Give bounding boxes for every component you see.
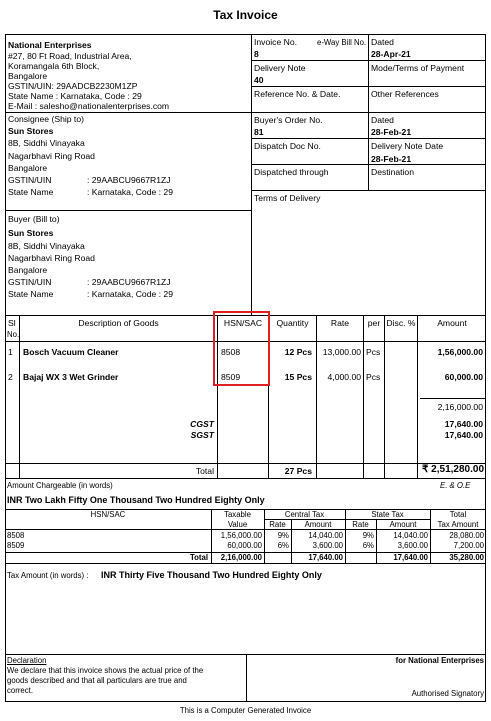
col-description: Description of Goods bbox=[78, 318, 159, 328]
terms-of-delivery-label: Terms of Delivery bbox=[254, 193, 321, 203]
hsn-highlight-box bbox=[213, 311, 270, 386]
dated-label: Dated bbox=[371, 37, 394, 47]
item-description: Bosch Vacuum Cleaner bbox=[23, 347, 119, 357]
buyer-order-no: 81 bbox=[254, 127, 264, 137]
tax-taxable: 1,56,000.00 bbox=[220, 531, 262, 540]
consignee-state: : Karnataka, Code : 29 bbox=[87, 187, 173, 197]
consignee-address-line2: Nagarbhavi Ring Road bbox=[8, 151, 95, 161]
seller-email: E-Mail : salesho@nationalenterprises.com bbox=[8, 101, 170, 111]
seller-name: National Enterprises bbox=[8, 40, 92, 50]
item-amount: 60,000.00 bbox=[444, 372, 483, 382]
col-quantity: Quantity bbox=[276, 318, 309, 328]
declaration-line2: goods described and that all particulars are true and bbox=[7, 676, 187, 685]
col-sl: Sl bbox=[8, 318, 16, 328]
col-amount: Amount bbox=[437, 318, 467, 328]
tax-total-state: 17,640.00 bbox=[393, 553, 428, 562]
tax-central-amount: 3,600.00 bbox=[312, 541, 343, 550]
tax-state-rate: 6% bbox=[362, 541, 374, 550]
other-references-label: Other References bbox=[371, 89, 439, 99]
col-no: No. bbox=[7, 330, 20, 339]
tax-state-rate: 9% bbox=[362, 531, 374, 540]
consignee-city: Bangalore bbox=[8, 163, 48, 173]
tax-total-amount: 7,200.00 bbox=[453, 541, 484, 550]
col-per: per bbox=[367, 318, 381, 328]
tax-central-rate: 6% bbox=[277, 541, 289, 550]
tax-taxable-header-2: Value bbox=[227, 520, 248, 529]
item-hsn: 8509 bbox=[221, 372, 241, 382]
item-amount: 1,56,000.00 bbox=[437, 347, 483, 357]
buyer-gstin-label: GSTIN/UIN bbox=[8, 277, 52, 287]
item-per: Pcs bbox=[366, 347, 381, 357]
delivery-note: 40 bbox=[254, 75, 264, 85]
for-company: for National Enterprises bbox=[395, 656, 484, 665]
tax-total-header-1: Total bbox=[449, 510, 467, 519]
tax-state-rate-header: Rate bbox=[352, 520, 369, 529]
consignee-gstin-label: GSTIN/UIN bbox=[8, 175, 52, 185]
tax-total-central: 17,640.00 bbox=[308, 553, 343, 562]
order-dated-label: Dated bbox=[371, 115, 394, 125]
seller-state: State Name : Karnataka, Code : 29 bbox=[8, 91, 142, 101]
tax-hsn: 8508 bbox=[7, 531, 25, 540]
dispatch-doc-label: Dispatch Doc No. bbox=[254, 141, 321, 151]
amount-in-words: INR Two Lakh Fifty One Thousand Two Hundred Eighty Only bbox=[7, 495, 265, 505]
consignee-address-line1: 8B, Siddhi Vinayaka bbox=[8, 138, 85, 148]
consignee-gstin: : 29AABCU9667R1ZJ bbox=[87, 175, 171, 185]
tax-words-label: Tax Amount (in words) : bbox=[7, 571, 89, 580]
col-hsn: HSN/SAC bbox=[223, 318, 263, 328]
total-amount: ₹ 2,51,280.00 bbox=[422, 464, 484, 475]
authorised-signatory: Authorised Signatory bbox=[411, 689, 484, 698]
tax-state-amount: 14,040.00 bbox=[393, 531, 428, 540]
seller-city: Bangalore bbox=[8, 71, 48, 81]
tax-state-amount-header: Amount bbox=[389, 520, 417, 529]
tax-central-rate-header: Rate bbox=[269, 520, 286, 529]
eway-bill-label: e-Way Bill No. bbox=[317, 38, 367, 47]
destination-label: Destination bbox=[371, 167, 414, 177]
buyer-address-line2: Nagarbhavi Ring Road bbox=[8, 253, 95, 263]
sgst-amount: 17,640.00 bbox=[444, 430, 483, 440]
tax-central-rate: 9% bbox=[277, 531, 289, 540]
tax-taxable: 60,000.00 bbox=[227, 541, 262, 550]
item-hsn: 8508 bbox=[221, 347, 241, 357]
tax-total-taxable: 2,16,000.00 bbox=[220, 553, 262, 562]
declaration-line3: correct. bbox=[7, 686, 33, 695]
seller-address-line2: Koramangala 6th Block, bbox=[8, 61, 100, 71]
tax-state-amount: 3,600.00 bbox=[397, 541, 428, 550]
item-quantity: 12 Pcs bbox=[284, 347, 312, 357]
mode-terms-label: Mode/Terms of Payment bbox=[371, 63, 465, 73]
col-disc: Disc. % bbox=[386, 318, 416, 328]
item-description: Bajaj WX 3 Wet Grinder bbox=[23, 372, 119, 382]
total-quantity: 27 Pcs bbox=[284, 466, 312, 476]
declaration-line1: We declare that this invoice shows the actual price of the bbox=[7, 666, 204, 675]
footer-note: This is a Computer Generated Invoice bbox=[179, 706, 312, 715]
item-sl: 1 bbox=[8, 347, 13, 357]
col-rate: Rate bbox=[330, 318, 350, 328]
cgst-amount: 17,640.00 bbox=[444, 419, 483, 429]
tax-total-header-2: Tax Amount bbox=[437, 520, 479, 529]
tax-total-label: Total bbox=[189, 553, 208, 562]
delivery-note-date-label: Delivery Note Date bbox=[371, 141, 444, 151]
delivery-note-label: Delivery Note bbox=[254, 63, 306, 73]
buyer-name: Sun Stores bbox=[8, 228, 54, 238]
amount-words-label: Amount Chargeable (in words) bbox=[7, 481, 113, 490]
buyer-gstin: : 29AABCU9667R1ZJ bbox=[87, 277, 171, 287]
dispatched-through-label: Dispatched through bbox=[254, 167, 329, 177]
invoice-no: 8 bbox=[254, 49, 259, 59]
tax-total-amount: 28,080.00 bbox=[449, 531, 484, 540]
seller-address-line1: #27, 80 Ft Road, Industrial Area, bbox=[8, 51, 132, 61]
sgst-label: SGST bbox=[190, 430, 214, 440]
tax-taxable-header-1: Taxable bbox=[224, 510, 251, 519]
order-date: 28-Feb-21 bbox=[371, 127, 412, 137]
tax-central-header: Central Tax bbox=[284, 510, 325, 519]
tax-total-tax: 35,280.00 bbox=[449, 553, 484, 562]
tax-hsn-header: HSN/SAC bbox=[90, 510, 126, 519]
reference-label: Reference No. & Date. bbox=[254, 89, 341, 99]
item-sl: 2 bbox=[8, 372, 13, 382]
invoice-no-label: Invoice No. bbox=[254, 37, 297, 47]
item-quantity: 15 Pcs bbox=[284, 372, 312, 382]
buyer-state: : Karnataka, Code : 29 bbox=[87, 289, 173, 299]
tax-state-header: State Tax bbox=[371, 510, 404, 519]
buyer-order-label: Buyer's Order No. bbox=[254, 115, 323, 125]
tax-hsn: 8509 bbox=[7, 541, 25, 550]
tax-amount-in-words: INR Thirty Five Thousand Two Hundred Eighty Only bbox=[101, 570, 322, 580]
invoice-date: 28-Apr-21 bbox=[371, 49, 411, 59]
tax-central-amount: 14,040.00 bbox=[308, 531, 343, 540]
seller-gstin: GSTIN/UIN: 29AADCB2230M1ZP bbox=[8, 81, 138, 91]
tax-central-amount-header: Amount bbox=[304, 520, 332, 529]
buyer-address-line1: 8B, Siddhi Vinayaka bbox=[8, 241, 85, 251]
buyer-state-label: State Name bbox=[8, 289, 54, 299]
invoice-title: Tax Invoice bbox=[213, 8, 278, 22]
subtotal-amount: 2,16,000.00 bbox=[437, 402, 483, 412]
eoe-label: E. & O.E bbox=[440, 481, 471, 490]
item-per: Pcs bbox=[366, 372, 381, 382]
consignee-state-label: State Name bbox=[8, 187, 54, 197]
delivery-note-date: 28-Feb-21 bbox=[371, 154, 412, 164]
consignee-name: Sun Stores bbox=[8, 126, 54, 136]
consignee-label: Consignee (Ship to) bbox=[8, 114, 84, 124]
total-label: Total bbox=[195, 466, 214, 476]
item-rate: 4,000.00 bbox=[327, 372, 361, 382]
buyer-label: Buyer (Bill to) bbox=[8, 214, 60, 224]
cgst-label: CGST bbox=[190, 419, 214, 429]
declaration-label: Declaration bbox=[7, 656, 47, 665]
item-rate: 13,000.00 bbox=[322, 347, 361, 357]
buyer-city: Bangalore bbox=[8, 265, 48, 275]
